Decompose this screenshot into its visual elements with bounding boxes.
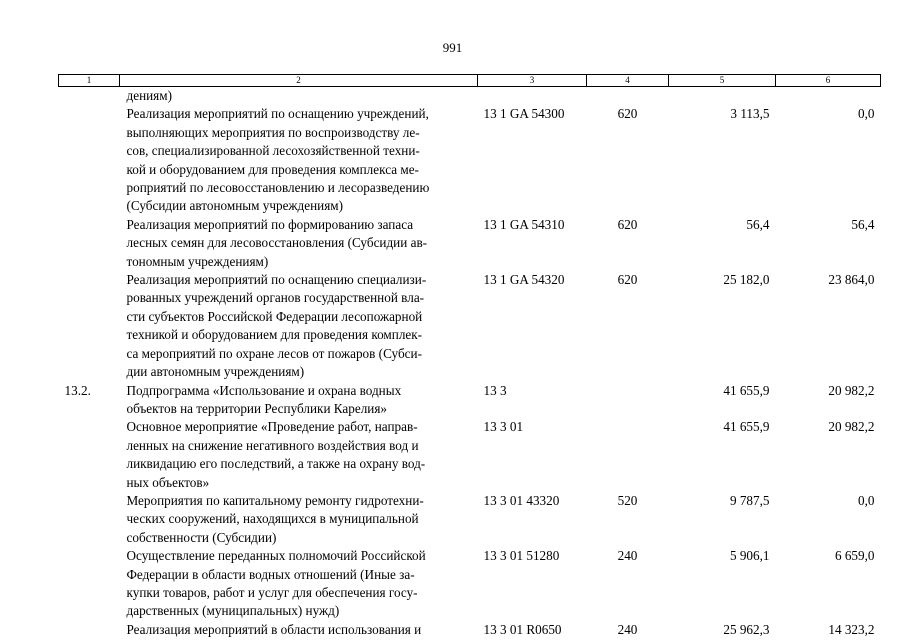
amount-year-2: 23 864,0	[828, 272, 875, 288]
row-number	[59, 105, 120, 215]
column-header-3: 3	[478, 75, 587, 87]
amount-year-1: 25 182,0	[723, 272, 770, 288]
table-row	[59, 621, 881, 639]
table-row	[59, 418, 881, 492]
row-number	[59, 492, 120, 547]
expense-type: 620	[617, 106, 638, 122]
amount-year-1: 3 113,5	[730, 106, 770, 122]
row-number	[59, 418, 120, 492]
expense-type	[587, 87, 669, 106]
item-name: Осуществление переданных полномочий Российской Федерации в области водных отношений (Иные за- купки товаров, работ и услуг для обеспечения госу- дарственных (муниципальных) нужд)	[126, 548, 426, 619]
item-name: Реализация мероприятий в области использования и	[126, 621, 422, 637]
amount-year-2	[776, 87, 881, 106]
table-row	[59, 87, 881, 106]
amount-year-2: 14 323,2	[828, 621, 875, 637]
budget-table	[58, 74, 881, 639]
item-name: дениям)	[126, 88, 172, 103]
row-number	[59, 87, 120, 106]
amount-year-2: 0,0	[858, 106, 875, 122]
amount-year-2: 0,0	[858, 492, 875, 508]
row-number: 13.2.	[64, 382, 91, 398]
expense-type	[587, 418, 669, 492]
amount-year-1: 41 655,9	[723, 419, 770, 435]
expense-type: 620	[617, 216, 638, 232]
budget-code: 13 1 GA 54310	[483, 216, 565, 232]
table-row	[59, 271, 881, 381]
table-row	[59, 547, 881, 621]
column-header-5: 5	[669, 75, 776, 87]
expense-type: 620	[617, 272, 638, 288]
table-row	[59, 216, 881, 271]
column-header-6: 6	[776, 75, 881, 87]
budget-code: 13 1 GA 54320	[483, 272, 565, 288]
amount-year-2: 20 982,2	[828, 419, 875, 435]
table-row	[59, 382, 881, 419]
page-number: 991	[442, 40, 463, 55]
budget-code	[478, 87, 587, 106]
amount-year-1	[669, 87, 776, 106]
item-name: Подпрограмма «Использование и охрана водных объектов на территории Республики Карелия»	[126, 382, 402, 416]
row-number	[59, 216, 120, 271]
item-name: Реализация мероприятий по формированию запаса лесных семян для лесовосстановления (Субсидии ав- тономным учреждениям)	[126, 216, 428, 269]
amount-year-1: 56,4	[746, 216, 770, 232]
amount-year-2: 20 982,2	[828, 382, 875, 398]
item-name: Мероприятия по капитальному ремонту гидротехни- ческих сооружений, находящихся в муниципальной собственности (Субсидии)	[126, 492, 424, 545]
column-header-2: 2	[120, 75, 478, 87]
row-number	[59, 621, 120, 639]
item-name: Основное мероприятие «Проведение работ, направ- ленных на снижение негативного воздействия вод и ликвидацию его последствий, а также на охрану вод- ных объектов»	[126, 419, 426, 490]
budget-code: 13 3 01 51280	[483, 548, 560, 564]
expense-type: 240	[617, 548, 638, 564]
column-header-4: 4	[587, 75, 669, 87]
expense-type: 240	[617, 621, 638, 637]
expense-type	[587, 382, 669, 419]
amount-year-1: 41 655,9	[723, 382, 770, 398]
table-header	[59, 75, 881, 87]
table-row	[59, 492, 881, 547]
amount-year-1: 5 906,1	[729, 548, 770, 564]
budget-code: 13 3 01 43320	[483, 492, 560, 508]
expense-type: 520	[617, 492, 638, 508]
budget-code: 13 3 01	[483, 419, 524, 435]
amount-year-2: 56,4	[851, 216, 875, 232]
table-row	[59, 105, 881, 215]
amount-year-2: 6 659,0	[834, 548, 875, 564]
row-number	[59, 547, 120, 621]
budget-code: 13 1 GA 54300	[483, 106, 565, 122]
column-header-1: 1	[59, 75, 120, 87]
item-name: Реализация мероприятий по оснащению учреждений, выполняющих мероприятия по воспроизводству ле- сов, специализированной лесохозяйственной техни- кой и оборудованием для проведения комплекса ме- роприятий по лесовосстановлению и лесоразведению (Субсидии автономным учреждениям)	[126, 106, 430, 214]
amount-year-1: 9 787,5	[729, 492, 770, 508]
budget-code: 13 3 01 R0650	[483, 621, 562, 637]
header-row	[59, 75, 881, 87]
item-name: Реализация мероприятий по оснащению специализи- рованных учреждений органов государственной вла- сти субъектов Российской Федерации лесопожарной техникой и оборудованием для проведения комплек- са мероприятий по охране лесов от пожаров (Субси- дии автономным учреждениям)	[126, 272, 427, 380]
table-body	[59, 87, 881, 640]
row-number	[59, 271, 120, 381]
budget-code: 13 3	[483, 382, 507, 398]
amount-year-1: 25 962,3	[723, 621, 770, 637]
